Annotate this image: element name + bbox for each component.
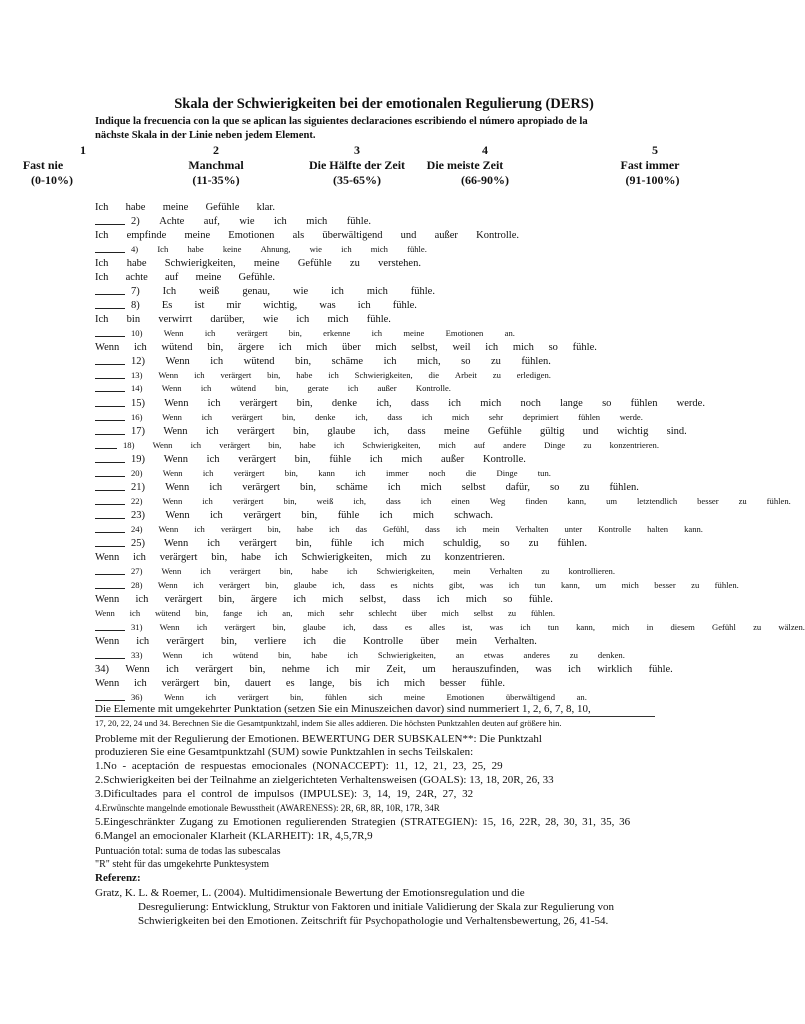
answer-blank[interactable] <box>95 509 125 519</box>
instructions-line-1: Indique la frecuencia con la que se aplican las siguientes declaraciones escribiendo el número apropiado de la <box>95 116 588 127</box>
item-text: 4) Ich habe keine Ahnung, wie ich mich fühle. <box>131 244 427 254</box>
item-text: 31) Wenn ich verärgert bin, glaube ich, dass es alles ist, was ich tun kann, mich in diesem Gefühl zu wälzen. <box>131 622 805 632</box>
item-text: 28) Wenn ich verärgert bin, glaube ich, dass es nichts gibt, was ich tun kann, um mich besser zu fühlen. <box>131 580 739 590</box>
item-text: 8) Es ist mir wichtig, was ich fühle. <box>131 300 417 311</box>
ders-item <box>95 593 553 606</box>
answer-blank[interactable] <box>95 453 125 463</box>
item-text: Ich habe meine Gefühle klar. <box>95 202 275 213</box>
item-text: 27) Wenn ich verärgert bin, habe ich Schwierigkeiten, mein Verhalten zu kontrollieren. <box>131 566 615 576</box>
answer-blank[interactable] <box>95 299 125 309</box>
ders-item <box>95 467 551 480</box>
ders-item <box>95 257 421 270</box>
subscale-5: 5.Eingeschränkter Zugang zu Emotionen regulierenden Strategien (STRATEGIEN): 15, 16, 22R, 28, 30, 31, 35, 36 <box>95 816 631 828</box>
scale-range: (91-100%) <box>625 173 680 187</box>
item-text: 12) Wenn ich wütend bin, schäme ich mich, so zu fühlen. <box>131 356 551 367</box>
answer-blank[interactable] <box>95 327 125 337</box>
answer-blank[interactable] <box>95 621 125 631</box>
scale-label: Fast nie <box>22 158 64 172</box>
page-title: Skala der Schwierigkeiten bei der emotionalen Regulierung (DERS) <box>174 96 594 112</box>
ders-item <box>95 663 673 676</box>
ders-item <box>95 243 427 256</box>
item-text: Ich habe Schwierigkeiten, meine Gefühle zu verstehen. <box>95 258 421 269</box>
ders-item <box>95 649 625 662</box>
ders-item <box>95 341 597 354</box>
scale-range: (11-35%) <box>192 173 240 187</box>
answer-blank[interactable] <box>95 467 125 477</box>
item-text: 34) Wenn ich verärgert bin, nehme ich mir Zeit, um herauszufinden, was ich wirklich fühle. <box>95 664 673 675</box>
ders-item <box>95 397 705 410</box>
answer-blank[interactable] <box>95 243 125 253</box>
ders-item <box>95 495 791 508</box>
subscale-2: 2.Schwierigkeiten bei der Teilnahme an zielgerichteten Verhaltensweisen (GOALS): 13, 18, 20R, 26, 33 <box>95 774 554 786</box>
scale-number: 4 <box>482 143 488 157</box>
reference-line-3: Schwierigkeiten bei den Emotionen. Zeitschrift für Psychopathologie und Verhaltensbewertung, 26, 41-54. <box>138 915 609 927</box>
answer-blank[interactable] <box>95 215 125 225</box>
scale-option-4 <box>410 143 560 188</box>
reference-heading: Referenz: <box>95 872 141 884</box>
scale-option-2 <box>141 143 291 188</box>
ders-item <box>95 382 451 395</box>
scale-label: Manchmal <box>188 158 244 172</box>
ders-item <box>95 299 417 312</box>
item-text: 36) Wenn ich verärgert bin, fühlen sich meine Emotionen überwältigend an. <box>131 692 587 702</box>
answer-blank[interactable] <box>95 355 125 365</box>
answer-blank[interactable] <box>95 425 125 435</box>
answer-blank[interactable] <box>95 565 125 575</box>
item-text: Wenn ich verärgert bin, verliere ich die Kontrolle über mein Verhalten. <box>95 636 537 647</box>
total-score-line: Puntuación total: suma de todas las subescalas <box>95 846 281 857</box>
item-text: 25) Wenn ich verärgert bin, fühle ich mich schuldig, so zu fühlen. <box>131 538 587 549</box>
scale-range: (35-65%) <box>333 173 381 187</box>
ders-item <box>95 607 555 620</box>
ders-item <box>95 271 275 284</box>
item-text: 33) Wenn ich wütend bin, habe ich Schwierigkeiten, an etwas anderes zu denken. <box>131 650 625 660</box>
scale-range: (0-10%) <box>31 173 73 187</box>
answer-blank[interactable] <box>95 537 125 547</box>
item-text: Ich bin verwirrt darüber, wie ich mich fühle. <box>95 314 391 325</box>
item-text: 18) Wenn ich verärgert bin, habe ich Schwierigkeiten, mich auf andere Dinge zu konzentrieren. <box>123 440 659 450</box>
ders-item <box>95 579 739 592</box>
instructions-line-2: nächste Skala in der Linie neben jedem Element. <box>95 130 316 141</box>
reference-line-1: Gratz, K. L. & Roemer, L. (2004). Multidimensionale Bewertung der Emotionsregulation und die <box>95 887 525 899</box>
ders-item <box>95 565 615 578</box>
item-text: Ich empfinde meine Emotionen als überwältigend und außer Kontrolle. <box>95 230 519 241</box>
ders-item <box>95 481 639 494</box>
answer-blank[interactable] <box>95 285 125 295</box>
ders-item <box>95 355 551 368</box>
ders-item <box>95 369 551 382</box>
ders-item <box>95 551 505 564</box>
scale-number: 2 <box>213 143 219 157</box>
reverse-scoring-note-2: 17, 20, 22, 24 und 34. Berechnen Sie die Gesamtpunktzahl, indem Sie alles addieren. Die höchsten Punktzahlen deuten auf größere hin. <box>95 718 562 728</box>
subscale-3: 3.Dificultades para el control de impulsos (IMPULSE): 3, 14, 19, 24R, 27, 32 <box>95 788 474 800</box>
ders-item <box>95 509 493 522</box>
ders-item <box>95 215 371 228</box>
ders-item <box>95 523 703 536</box>
item-text: 15) Wenn ich verärgert bin, denke ich, dass ich mich noch lange so fühlen werde. <box>131 398 705 409</box>
ders-item <box>95 229 519 242</box>
answer-blank[interactable] <box>95 369 125 379</box>
subscale-6: 6.Mangel an emocionaler Klarheit (KLARHEIT): 1R, 4,5,7R,9 <box>95 830 373 842</box>
problems-line-1: Probleme mit der Regulierung der Emotionen. BEWERTUNG DER SUBSKALEN**: Die Punktzahl <box>95 733 542 745</box>
item-text: Ich achte auf meine Gefühle. <box>95 272 275 283</box>
item-text: 14) Wenn ich wütend bin, gerate ich außer Kontrolle. <box>131 383 451 393</box>
item-text: Wenn ich wütend bin, ärgere ich mich über mich selbst, weil ich mich so fühle. <box>95 342 597 353</box>
ders-item <box>95 285 435 298</box>
item-text: 19) Wenn ich verärgert bin, fühle ich mich außer Kontrolle. <box>131 454 526 465</box>
item-text: Wenn ich verärgert bin, habe ich Schwierigkeiten, mich zu konzentrieren. <box>95 552 505 563</box>
item-text: 13) Wenn ich verärgert bin, habe ich Schwierigkeiten, die Arbeit zu erledigen. <box>131 370 551 380</box>
item-text: 22) Wenn ich verärgert bin, weiß ich, dass ich einen Weg finden kann, um letztendlich besser zu fühlen. <box>131 496 791 506</box>
scale-number: 1 <box>80 143 86 157</box>
ders-item <box>95 677 505 690</box>
item-text: 10) Wenn ich verärgert bin, erkenne ich meine Emotionen an. <box>131 328 515 338</box>
item-text: 21) Wenn ich verärgert bin, schäme ich mich selbst dafür, so zu fühlen. <box>131 482 639 493</box>
item-text: 16) Wenn ich verärgert bin, denke ich, dass ich mich sehr deprimiert fühlen werde. <box>131 412 643 422</box>
item-text: 24) Wenn ich verärgert bin, habe ich das Gefühl, dass ich mein Verhalten unter Kontrolle halten kann. <box>131 524 703 534</box>
scale-option-5 <box>580 143 730 188</box>
reference-line-2: Desregulierung: Entwicklung, Struktur von Faktoren und initiale Validierung der Skala zur Regulierung von <box>138 901 615 913</box>
answer-blank[interactable] <box>95 495 125 505</box>
subscale-1: 1.No - aceptación de respuestas emocionales (NONACCEPT): 11, 12, 21, 23, 25, 29 <box>95 760 503 772</box>
scale-option-1 <box>8 143 158 188</box>
ders-item <box>95 635 537 648</box>
ders-item <box>95 453 526 466</box>
ders-item <box>95 411 643 424</box>
ders-item <box>95 201 275 214</box>
answer-blank[interactable] <box>95 439 117 449</box>
scale-number: 5 <box>652 143 658 157</box>
reverse-scoring-note: Die Elemente mit umgekehrter Punktation (setzen Sie ein Minuszeichen davor) sind nummeriert 1, 2, 6, 7, 8, 10, <box>95 703 655 717</box>
answer-blank[interactable] <box>95 481 125 491</box>
ders-item <box>95 425 687 438</box>
scale-label: Die Hälfte der Zeit <box>308 158 406 172</box>
ders-item <box>95 327 515 340</box>
answer-blank[interactable] <box>95 382 125 392</box>
answer-blank[interactable] <box>95 649 125 659</box>
item-text: Wenn ich verärgert bin, ärgere ich mich selbst, dass ich mich so fühle. <box>95 594 553 605</box>
item-text: 17) Wenn ich verärgert bin, glaube ich, dass meine Gefühle gültig und wichtig sind. <box>131 426 687 437</box>
answer-blank[interactable] <box>95 579 125 589</box>
item-text: 20) Wenn ich verärgert bin, kann ich immer noch die Dinge tun. <box>131 468 551 478</box>
scale-label: Die meiste Zeit <box>426 158 504 172</box>
scale-range: (66-90%) <box>461 173 509 187</box>
ders-item <box>95 439 659 452</box>
answer-blank[interactable] <box>95 411 125 421</box>
item-text: 23) Wenn ich verärgert bin, fühle ich mich schwach. <box>131 510 493 521</box>
problems-line-2: produzieren Sie eine Gesamtpunktzahl (SUM) sowie Punktzahlen in sechs Teilskalen: <box>95 746 474 758</box>
answer-blank[interactable] <box>95 397 125 407</box>
item-text: 7) Ich weiß genau, wie ich mich fühle. <box>131 286 435 297</box>
subscale-4: 4.Erwünschte mangelnde emotionale Bewusstheit (AWARENESS): 2R, 6R, 8R, 10R, 17R, 34R <box>95 803 440 813</box>
answer-blank[interactable] <box>95 523 125 533</box>
scale-number: 3 <box>354 143 360 157</box>
item-text: 2) Achte auf, wie ich mich fühle. <box>131 216 371 227</box>
item-text: Wenn ich verärgert bin, dauert es lange, bis ich mich besser fühle. <box>95 678 505 689</box>
reverse-legend: "R" steht für das umgekehrte Punktesystem <box>95 859 269 870</box>
scale-label: Fast immer <box>620 158 680 172</box>
ders-item <box>95 313 391 326</box>
ders-item <box>95 621 805 634</box>
ders-item <box>95 537 587 550</box>
item-text: Wenn ich wütend bin, fange ich an, mich sehr schlecht über mich selbst zu fühlen. <box>95 608 555 618</box>
answer-blank[interactable] <box>95 691 125 701</box>
